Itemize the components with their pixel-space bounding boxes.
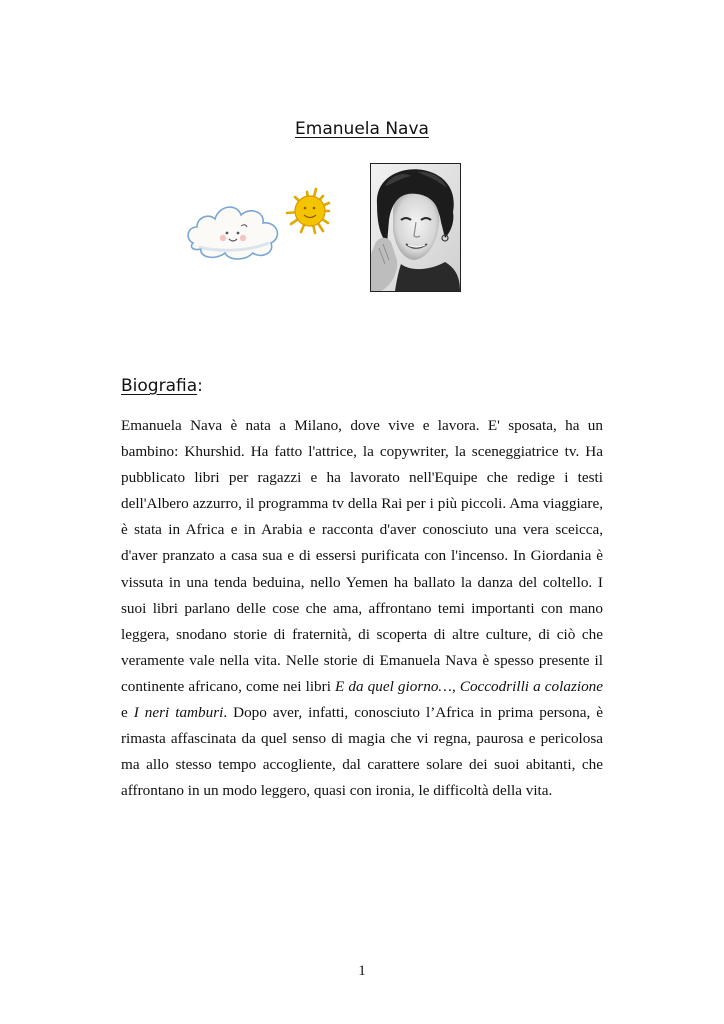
cloud-shape	[188, 207, 277, 259]
portrait-image	[371, 164, 460, 291]
section-heading-colon: :	[197, 376, 203, 396]
biography-separator: ,	[451, 677, 460, 695]
book-title-e-da-quel-giorno: E da quel giorno…	[335, 677, 452, 695]
biography-separator: e	[121, 704, 134, 722]
section-heading-label: Biografia	[121, 376, 198, 396]
cloud-and-sun-icon	[183, 181, 333, 265]
page-number: 1	[358, 963, 366, 979]
biography-text-start: Emanuela Nava è nata a Milano, dove vive e lavora. E' sposata, ha un bambino: Khurshid. Ha fatto l'attrice, la copywriter, la sceneggiatrice tv. Ha pubblicato libri per ragazzi e ha lavorato nell'Equipe che redige i testi dell'Albero azzurro, il programma tv della Rai per i più piccoli. Ama viaggiare, è stata in Africa e in Arabia e racconta d'aver conosciuto una vera sceicca, d'aver pranzato a casa sua e di essersi purificata con l'incenso. In Giordania è vissuta in una tenda beduina, nello Yemen ha ballato la danza del coltello. I suoi libri parlano delle cose che ama, affrontano temi importanti con mano leggera, snodano storie di fraternità, di scoperta di altre culture, di ciò che veramente vale nella vita. Nelle storie di Emanuela Nava è spesso presente il continente africano, come nei libri	[121, 417, 603, 695]
page-title: Emanuela Nava	[295, 119, 429, 139]
book-title-coccodrilli-a-colazione: Coccodrilli a colazione	[459, 677, 603, 695]
biography-paragraph	[121, 413, 603, 804]
book-title-i-neri-tamburi: I neri tamburi	[133, 704, 224, 722]
sun-icon	[295, 196, 325, 226]
author-portrait	[370, 163, 461, 292]
section-heading	[121, 376, 203, 396]
biography-text-end: . Dopo aver, infatti, conosciuto l’Africa in prima persona, è rimasta affascinata da quel senso di magia che vi regna, paurosa e pericolosa ma allo stesso tempo accogliente, dal carattere solare dei suoi abitanti, che affrontano in un modo leggero, quasi con ironia, le difficoltà della vita.	[121, 704, 603, 800]
